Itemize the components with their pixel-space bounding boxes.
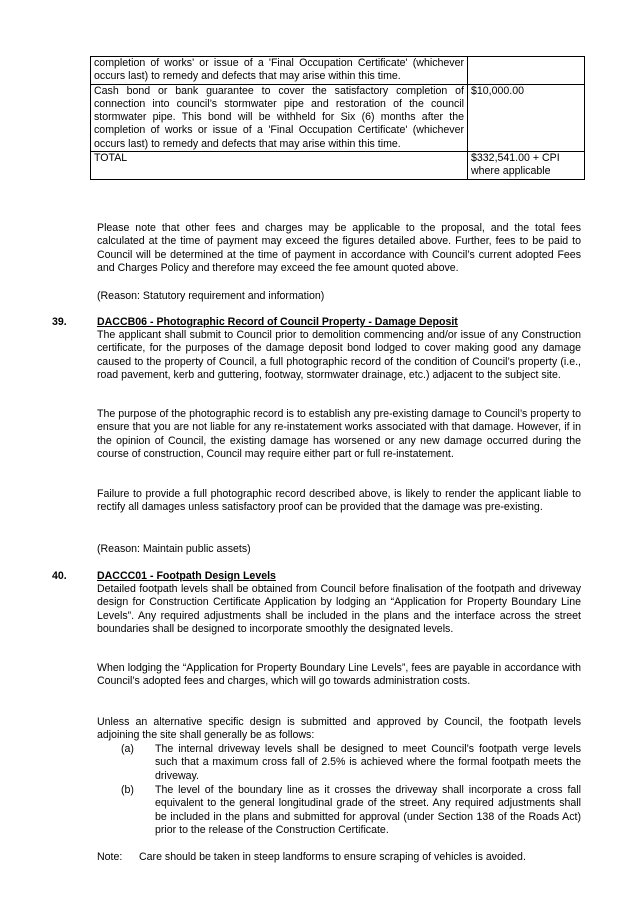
fees-reason bbox=[97, 290, 581, 303]
condition-text: The applicant shall submit to Council prior to demolition commencing and/or issue of any Construction certificate, for the purposes of the damage deposit bond lodged to cover making good any damage caused to the property of Council, a full photographic record of the condition of Council’s property (i.e., road pavement, kerb and guttering, footway, stormwater drainage, etc.) adjacent to the subject site. bbox=[97, 329, 581, 381]
condition-paragraph bbox=[97, 329, 581, 382]
fee-amount bbox=[468, 57, 585, 85]
fees-reason-text: (Reason: Statutory requirement and information) bbox=[97, 290, 325, 302]
table-row bbox=[91, 84, 585, 151]
condition-text: Detailed footpath levels shall be obtained from Council before finalisation of the footpath and driveway design for Construction Certificate Application by lodging an “Application for Property Boundary Line Levels”. Any required adjustments shall be included in the plans and the interface across the street boundaries shall be designed to incorporate smoothly the designated levels. bbox=[97, 583, 581, 635]
condition-number: 39. bbox=[52, 316, 67, 328]
condition-text: The purpose of the photographic record is to establish any pre-existing damage to Council’s property to ensure that you are not liable for any re-instatement works associated with that damage. However, if in the opinion of Council, the existing damage has worsened or any new damage occurred during the course of construction, Council may require either part or full re-instatement. bbox=[97, 408, 581, 460]
fee-total-amount: $332,541.00 + CPI where applicable bbox=[468, 152, 585, 180]
condition-text: Unless an alternative specific design is submitted and approved by Council, the footpath levels adjoining the site shall generally be as follows: bbox=[97, 716, 581, 742]
fees-note-paragraph bbox=[97, 222, 581, 275]
condition-paragraph bbox=[97, 662, 581, 689]
fees-note-text: Please note that other fees and charges may be applicable to the proposal, and the total fees calculated at the time of payment may exceed the figures detailed above. Further, fees to be paid to Council will be determined at the time of payment in accordance with Council’s current adopted Fees and Charges Policy and therefore may exceed the fee amount quoted above. bbox=[97, 222, 581, 274]
list-item-text: The internal driveway levels shall be designed to meet Council’s footpath verge levels such that a maximum cross fall of 2.5% is achieved where the formal footpath meets the driveway. bbox=[155, 743, 581, 782]
note-text: Care should be taken in steep landforms to ensure scraping of vehicles is avoided. bbox=[139, 851, 526, 863]
condition-heading: DACCB06 - Photographic Record of Council Property - Damage Deposit bbox=[97, 316, 458, 328]
fee-table bbox=[90, 56, 585, 180]
table-row bbox=[91, 152, 585, 180]
fee-total-label: TOTAL bbox=[91, 152, 468, 180]
condition-reason bbox=[97, 543, 581, 556]
condition-reason-text: (Reason: Maintain public assets) bbox=[97, 543, 251, 555]
condition-number: 40. bbox=[52, 570, 67, 582]
table-row bbox=[91, 57, 585, 85]
condition-heading: DACCC01 - Footpath Design Levels bbox=[97, 570, 276, 582]
fee-description: Cash bond or bank guarantee to cover the satisfactory completion of connection into council’s stormwater pipe and restoration of the council stormwater pipe. This bond will be withheld for Six (6) months after the completion of works or issue of a 'Final Occupation Certificate' (whichever occurs last) to remedy and defects that may arise within this time. bbox=[91, 84, 468, 151]
fee-description: completion of works' or issue of a 'Final Occupation Certificate' (whichever occurs last) to remedy and defects that may arise within this time. bbox=[91, 57, 468, 85]
note-label: Note: bbox=[97, 851, 123, 863]
condition-paragraph bbox=[97, 583, 581, 636]
condition-paragraph bbox=[97, 488, 581, 515]
condition-text: Failure to provide a full photographic record described above, is likely to render the applicant liable to rectify all damages unless satisfactory proof can be provided that the damage was pre-existing. bbox=[97, 488, 581, 514]
condition-text: When lodging the “Application for Property Boundary Line Levels”, fees are payable in accordance with Council’s adopted fees and charges, which will go towards administration costs. bbox=[97, 662, 581, 688]
list-item-text: The level of the boundary line as it crosses the driveway shall incorporate a cross fall equivalent to the general longitudinal grade of the street. Any required adjustments shall be included in the plans and submitted for approval (under Section 138 of the Roads Act) prior to the release of the Construction Certificate. bbox=[155, 784, 581, 836]
fee-amount: $10,000.00 bbox=[468, 84, 585, 151]
condition-paragraph bbox=[97, 408, 581, 461]
list-item-label: (b) bbox=[121, 784, 134, 796]
condition-paragraph bbox=[97, 716, 581, 743]
list-item-label: (a) bbox=[121, 743, 134, 755]
